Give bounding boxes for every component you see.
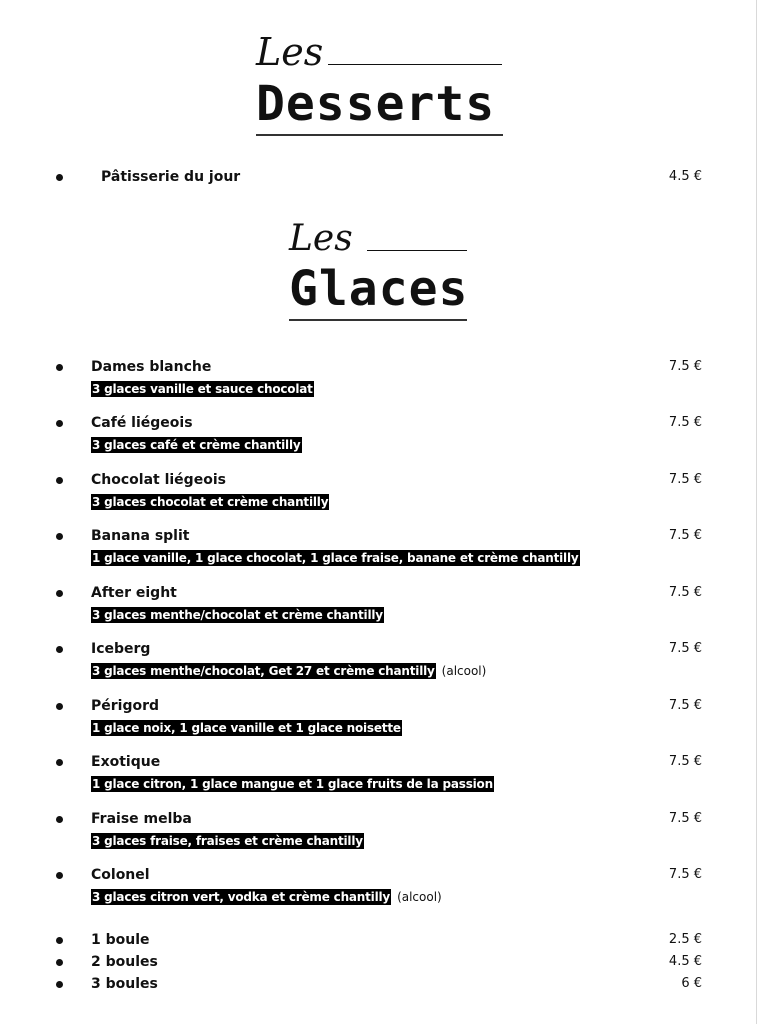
glace-item-note: (alcool) [441, 664, 487, 678]
glace-item-name: Fraise melba [91, 811, 192, 827]
boule-item-price: 2.5 € [668, 932, 702, 947]
glace-item-name: Café liégeois [91, 415, 193, 431]
glace-item-name: Dames blanche [91, 359, 212, 375]
bullet-icon [56, 590, 63, 597]
desserts-title: Desserts [256, 76, 496, 132]
glace-item-description: 3 glaces menthe/chocolat et crème chantilly [92, 608, 383, 622]
bullet-icon [56, 646, 63, 653]
glace-item-description-row [91, 831, 370, 849]
boule-item-price: 6 € [681, 976, 702, 991]
bullet-icon [56, 420, 63, 427]
bullet-icon [56, 477, 63, 484]
glace-item-price: 7.5 € [668, 641, 702, 656]
desserts-title-underline [256, 134, 503, 136]
glace-item-name: Iceberg [91, 641, 151, 657]
bullet-icon [56, 364, 63, 371]
glace-item-description-row [91, 379, 320, 397]
glace-item-price: 7.5 € [668, 754, 702, 769]
glace-item-description-row [91, 492, 335, 510]
glace-item-description: 3 glaces vanille et sauce chocolat [92, 382, 313, 396]
glace-item-description-row [91, 605, 390, 623]
bullet-icon [56, 981, 63, 988]
glace-item-description-row [91, 661, 486, 680]
glaces-script-line [367, 250, 467, 251]
bullet-icon [56, 872, 63, 879]
dessert-item-name: Pâtisserie du jour [101, 169, 241, 185]
boule-item-name: 2 boules [91, 954, 158, 970]
glaces-script-les: Les [289, 218, 353, 259]
boule-item-name: 3 boules [91, 976, 158, 992]
glace-item-name: After eight [91, 585, 177, 601]
desserts-heading [256, 30, 506, 140]
glaces-heading [289, 218, 469, 328]
bullet-icon [56, 174, 63, 181]
glace-item-name: Banana split [91, 528, 190, 544]
bullet-icon [56, 816, 63, 823]
glace-item-description-row [91, 887, 442, 906]
glace-item-description: 3 glaces fraise, fraises et crème chantilly [92, 834, 363, 848]
glace-item-price: 7.5 € [668, 415, 702, 430]
glaces-title: Glaces [289, 261, 469, 317]
glace-item-description: 3 glaces café et crème chantilly [92, 438, 301, 452]
bullet-icon [56, 703, 63, 710]
glace-item-name: Colonel [91, 867, 150, 883]
glace-item-price: 7.5 € [668, 359, 702, 374]
glace-item-description-row [91, 435, 308, 453]
boule-item-name: 1 boule [91, 932, 150, 948]
glace-item-price: 7.5 € [668, 867, 702, 882]
dessert-item-price: 4.5 € [668, 169, 702, 184]
glace-item-description: 3 glaces citron vert, vodka et crème chantilly [92, 890, 391, 904]
glace-item-price: 7.5 € [668, 811, 702, 826]
glaces-title-underline [289, 319, 467, 321]
glace-item-name: Exotique [91, 754, 161, 770]
boule-item-price: 4.5 € [668, 954, 702, 969]
desserts-script-les: Les [256, 30, 324, 74]
glace-item-description: 3 glaces menthe/chocolat, Get 27 et crème chantilly [92, 664, 435, 678]
glace-item-description: 1 glace vanille, 1 glace chocolat, 1 glace fraise, banane et crème chantilly [92, 551, 579, 565]
bullet-icon [56, 959, 63, 966]
glace-item-price: 7.5 € [668, 698, 702, 713]
bullet-icon [56, 759, 63, 766]
glace-item-description-row [91, 774, 500, 792]
glace-item-description-row [91, 718, 408, 736]
glace-item-description: 1 glace citron, 1 glace mangue et 1 glace fruits de la passion [92, 777, 493, 791]
glace-item-name: Périgord [91, 698, 160, 714]
glace-item-name: Chocolat liégeois [91, 472, 226, 488]
glace-item-description: 3 glaces chocolat et crème chantilly [92, 495, 329, 509]
glace-item-description: 1 glace noix, 1 glace vanille et 1 glace noisette [92, 721, 401, 735]
bullet-icon [56, 937, 63, 944]
glace-item-price: 7.5 € [668, 585, 702, 600]
desserts-script-line [328, 64, 502, 65]
glace-item-price: 7.5 € [668, 472, 702, 487]
glace-item-description-row [91, 548, 586, 566]
bullet-icon [56, 533, 63, 540]
glace-item-price: 7.5 € [668, 528, 702, 543]
glace-item-note: (alcool) [397, 890, 442, 904]
